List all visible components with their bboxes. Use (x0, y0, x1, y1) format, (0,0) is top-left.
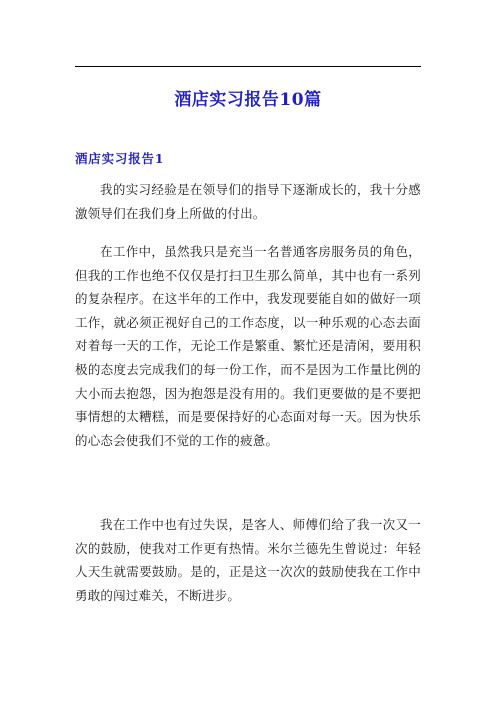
paragraph-1: 我的实习经验是在领导们的指导下逐渐成长的，我十分感激领导们在我们身上所做的付出。 (75, 182, 421, 221)
header-rule (75, 66, 421, 67)
section-heading: 酒店实习报告1 (75, 151, 165, 166)
paragraph-3: 我在工作中也有过失误，是客人、师傅们给了我一次又一次的鼓励，使我对工作更有热情。米尔兰德先生曾说过：年轻人天生就需要鼓励。是的，正是这一次次的鼓励使我在工作中勇敢的闯过难关，不断进步。 (75, 517, 421, 603)
paragraph-2: 在工作中，虽然我只是充当一名普通客房服务员的角色，但我的工作也绝不仅仅是打扫卫生那么简单，其中也有一系列的复杂程序。在这半年的工作中，我发现要能自如的做好一项工作，就必须正视好自己的工作态度，以一种乐观的心态去面对着每一天的工作，无论工作是繁重、繁忙还是清闲，要用积极的态度去完成我们的每一份工作，而不是因为工作量比例的大小而去抱怨，因为抱怨是没有用的。我们更要做的是不要把事情想的太糟糕，而是要保持好的心态面对每一天。因为快乐的心态会使我们不觉的工作的疲惫。 (75, 244, 421, 448)
document-title: 酒店实习报告10篇 (174, 90, 322, 110)
